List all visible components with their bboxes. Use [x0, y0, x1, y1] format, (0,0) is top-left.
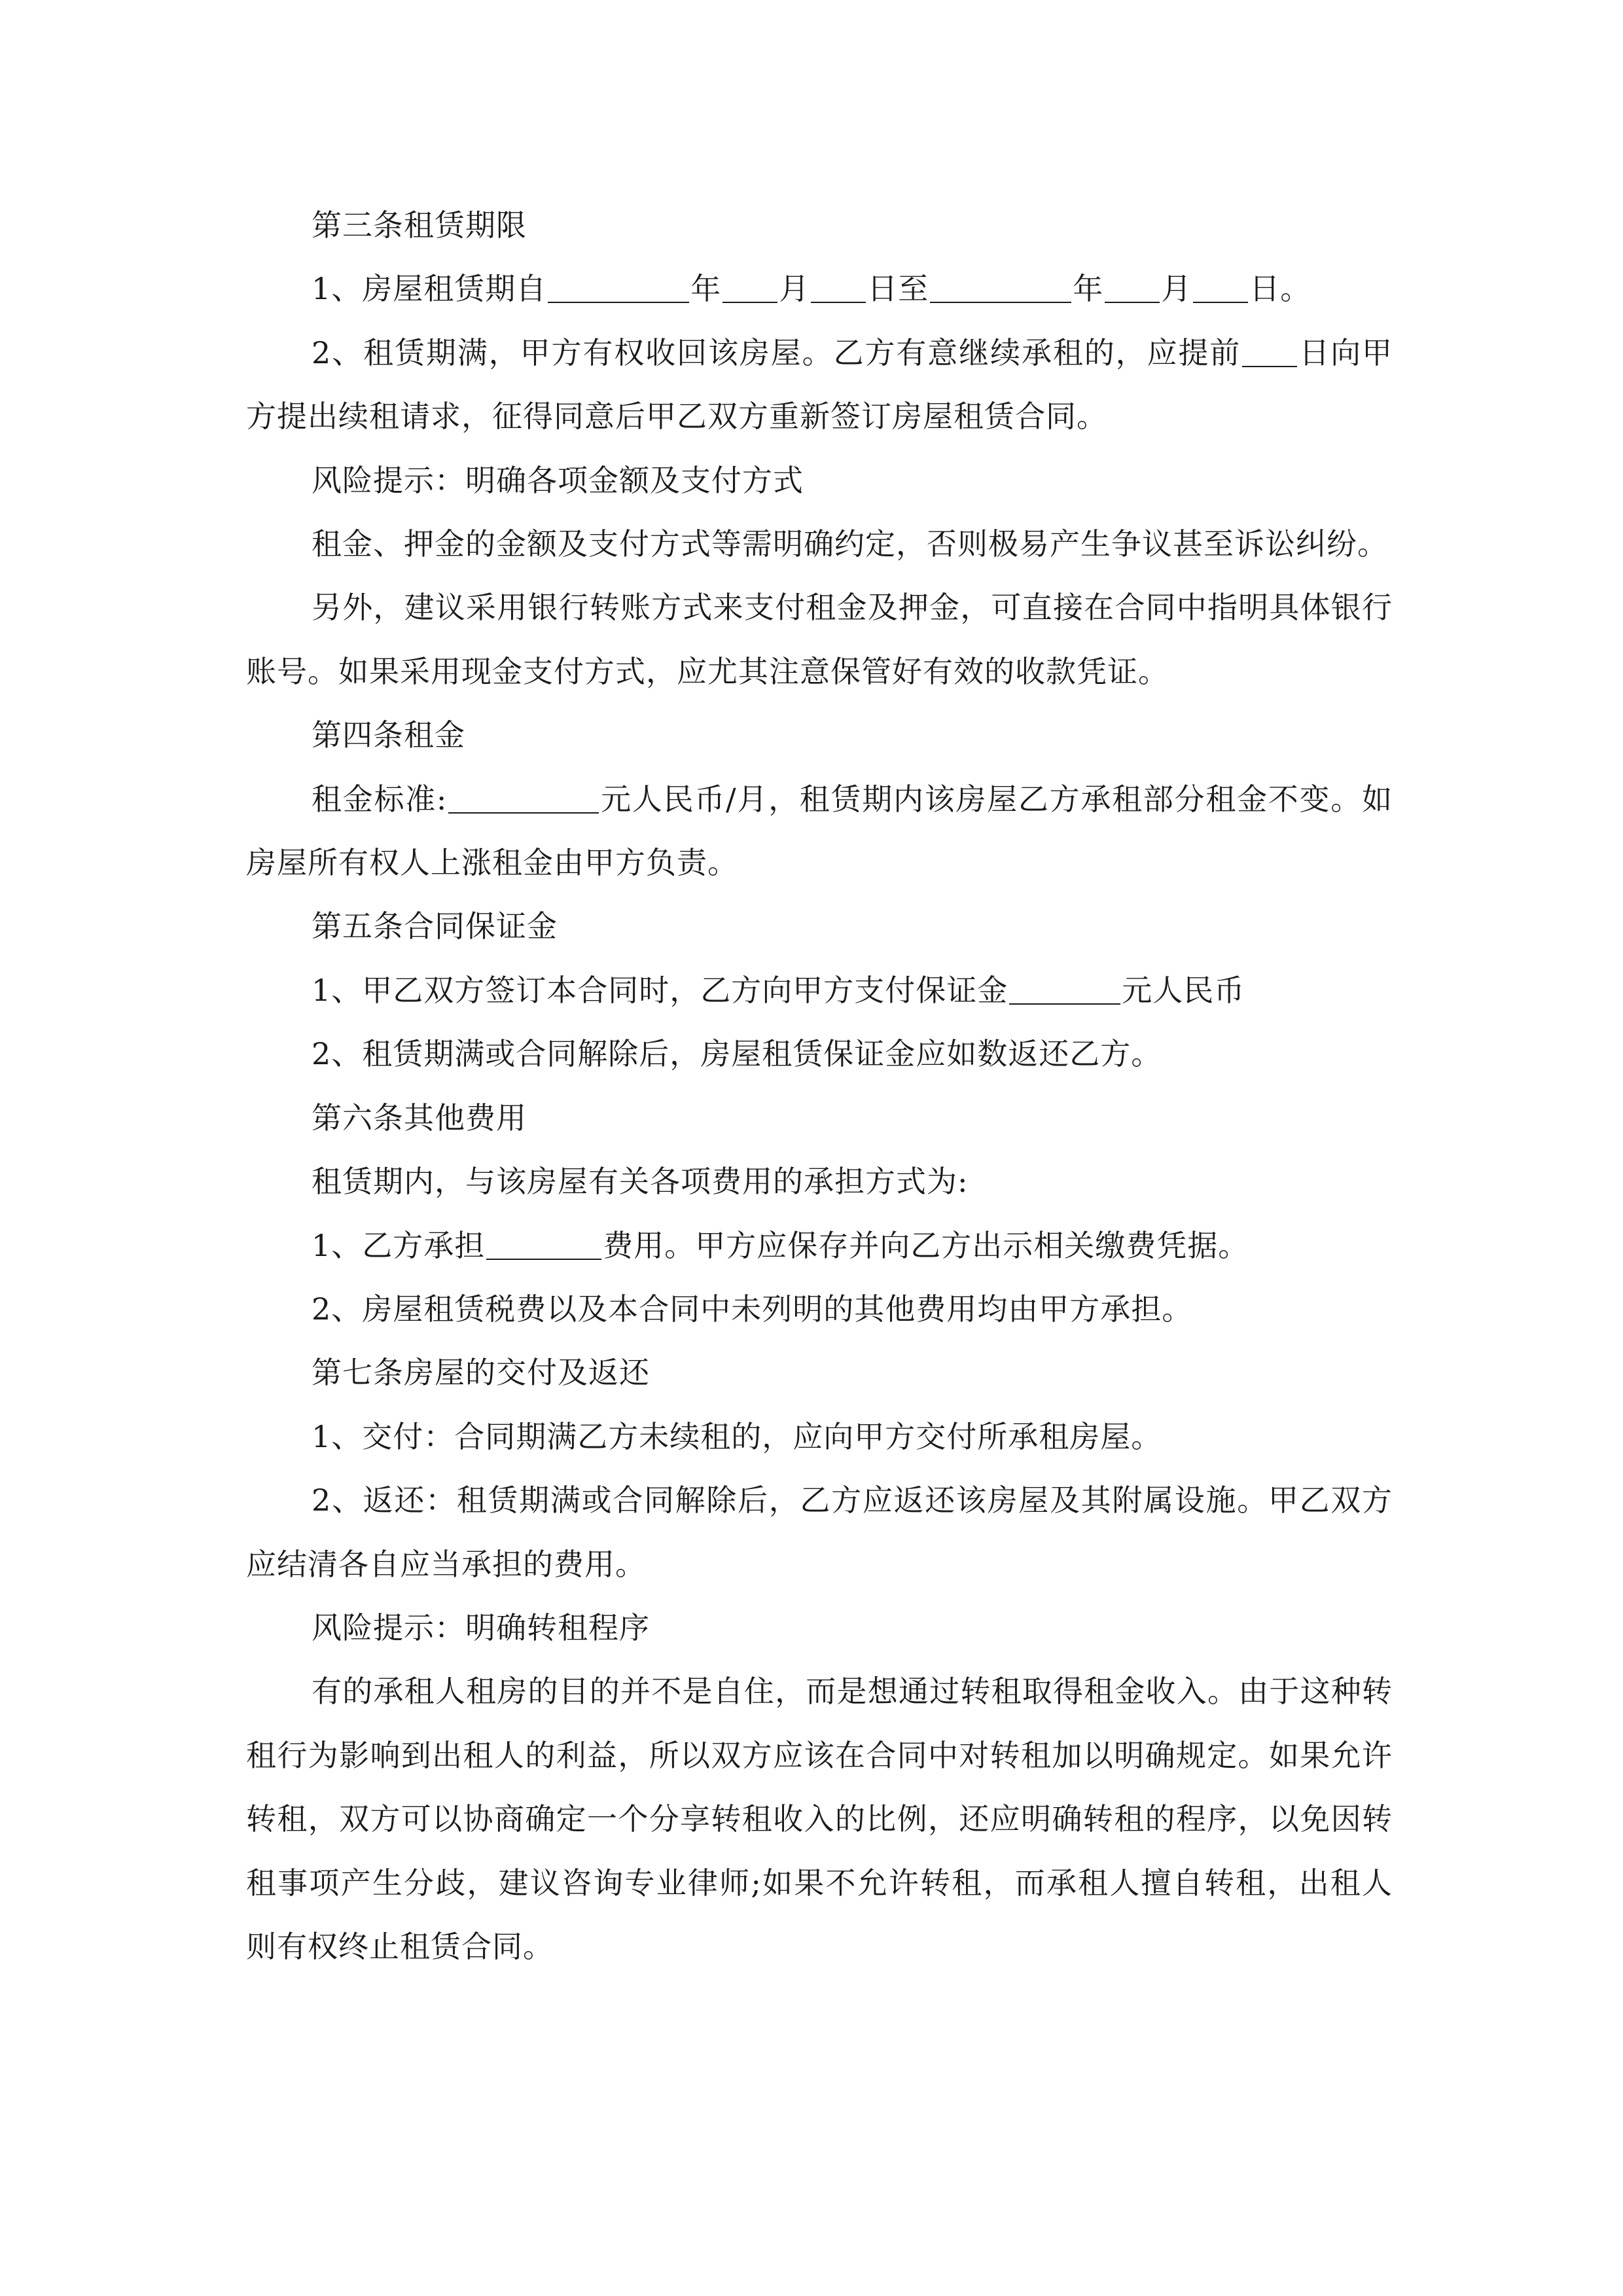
risk-tip-1-paragraph-1: 租金、押金的金额及支付方式等需明确约定，否则极易产生争议甚至诉讼纠纷。 — [312, 526, 1388, 562]
article-6-clause-2: 2、房屋租赁税费以及本合同中未列明的其他费用均由甲方承担。 — [312, 1291, 1193, 1327]
risk-tip-2-paragraph: 有的承租人租房的目的并不是自住，而是想通过转租取得租金收入。由于这种转租行为影响到出租人的利益，所以双方应该在合同中对转租加以明确规定。如果允许转租，双方可以协商确定一个分享转租收入的比例，还应明确转租的程序，以免因转租事项产生分歧，建议咨询专业律师;如果不允许转租，而承租人擅自转租，出租人则有权终止租赁合同。 — [246, 1674, 1393, 1964]
blank-start-day — [811, 272, 866, 303]
blank-end-month — [1105, 272, 1160, 303]
article-7-clause-1: 1、交付：合同期满乙方未续租的，应向甲方交付所承租房屋。 — [312, 1418, 1162, 1454]
clause-text: 日。 — [1249, 271, 1311, 307]
clause-text: 月 — [1161, 271, 1192, 307]
clause-text: 费用。甲方应保存并向乙方出示相关缴费凭据。 — [603, 1227, 1249, 1263]
clause-text: 年 — [1073, 271, 1104, 307]
clause-text: 1、甲乙双方签订本合同时，乙方向甲方支付保证金 — [312, 972, 1008, 1008]
clause-text: 日向甲方提出续租请求，征得同意后甲乙双方重新签订房屋租赁合同。 — [246, 334, 1393, 435]
clause-text: 日至 — [867, 271, 929, 307]
article-4-title: 第四条租金 — [312, 717, 465, 753]
clause-text: 年 — [690, 271, 722, 307]
article-6-title: 第六条其他费用 — [312, 1100, 527, 1136]
clause-text: 租金标准: — [312, 781, 448, 817]
blank-fee-type — [486, 1229, 601, 1260]
article-5-title: 第五条合同保证金 — [312, 908, 558, 944]
clause-text: 元人民币/月，租赁期内该房屋乙方承租部分租金不变。如房屋所有权人上涨租金由甲方负责。 — [246, 781, 1393, 881]
article-4-rent-standard — [246, 768, 1393, 895]
risk-tip-2-title: 风险提示：明确转租程序 — [312, 1609, 650, 1645]
article-5-clause-1 — [246, 959, 1393, 1022]
blank-notice-days — [1242, 336, 1297, 367]
clause-text: 1、乙方承担 — [312, 1227, 486, 1263]
blank-end-year — [930, 272, 1071, 303]
article-3-clause-2 — [246, 321, 1393, 449]
clause-text: 1、房屋租赁期自 — [312, 271, 547, 307]
article-5-clause-2: 2、租赁期满或合同解除后，房屋租赁保证金应如数返还乙方。 — [312, 1036, 1162, 1072]
blank-start-year — [548, 272, 689, 303]
blank-start-month — [722, 272, 777, 303]
clause-text: 元人民币 — [1122, 972, 1245, 1008]
article-6-intro: 租赁期内，与该房屋有关各项费用的承担方式为: — [312, 1164, 969, 1200]
blank-deposit-amount — [1009, 973, 1120, 1005]
article-3-clause-1 — [246, 257, 1393, 321]
risk-tip-1-paragraph-2: 另外，建议采用银行转账方式来支付租金及押金，可直接在合同中指明具体银行账号。如果采用现金支付方式，应尤其注意保管好有效的收款凭证。 — [246, 590, 1393, 689]
risk-tip-1-title: 风险提示：明确各项金额及支付方式 — [312, 462, 804, 498]
blank-rent-amount — [448, 782, 599, 814]
document-body — [246, 194, 1393, 1979]
article-7-clause-2: 2、返还：租赁期满或合同解除后，乙方应返还该房屋及其附属设施。甲乙双方应结清各自应当承担的费用。 — [246, 1482, 1393, 1582]
clause-text: 月 — [779, 271, 810, 307]
clause-text: 2、租赁期满，甲方有权收回该房屋。乙方有意继续承租的，应提前 — [312, 334, 1241, 370]
article-7-title: 第七条房屋的交付及返还 — [312, 1355, 650, 1391]
article-6-clause-1 — [246, 1214, 1393, 1278]
blank-end-day — [1193, 272, 1248, 303]
article-3-title: 第三条租赁期限 — [312, 207, 527, 243]
